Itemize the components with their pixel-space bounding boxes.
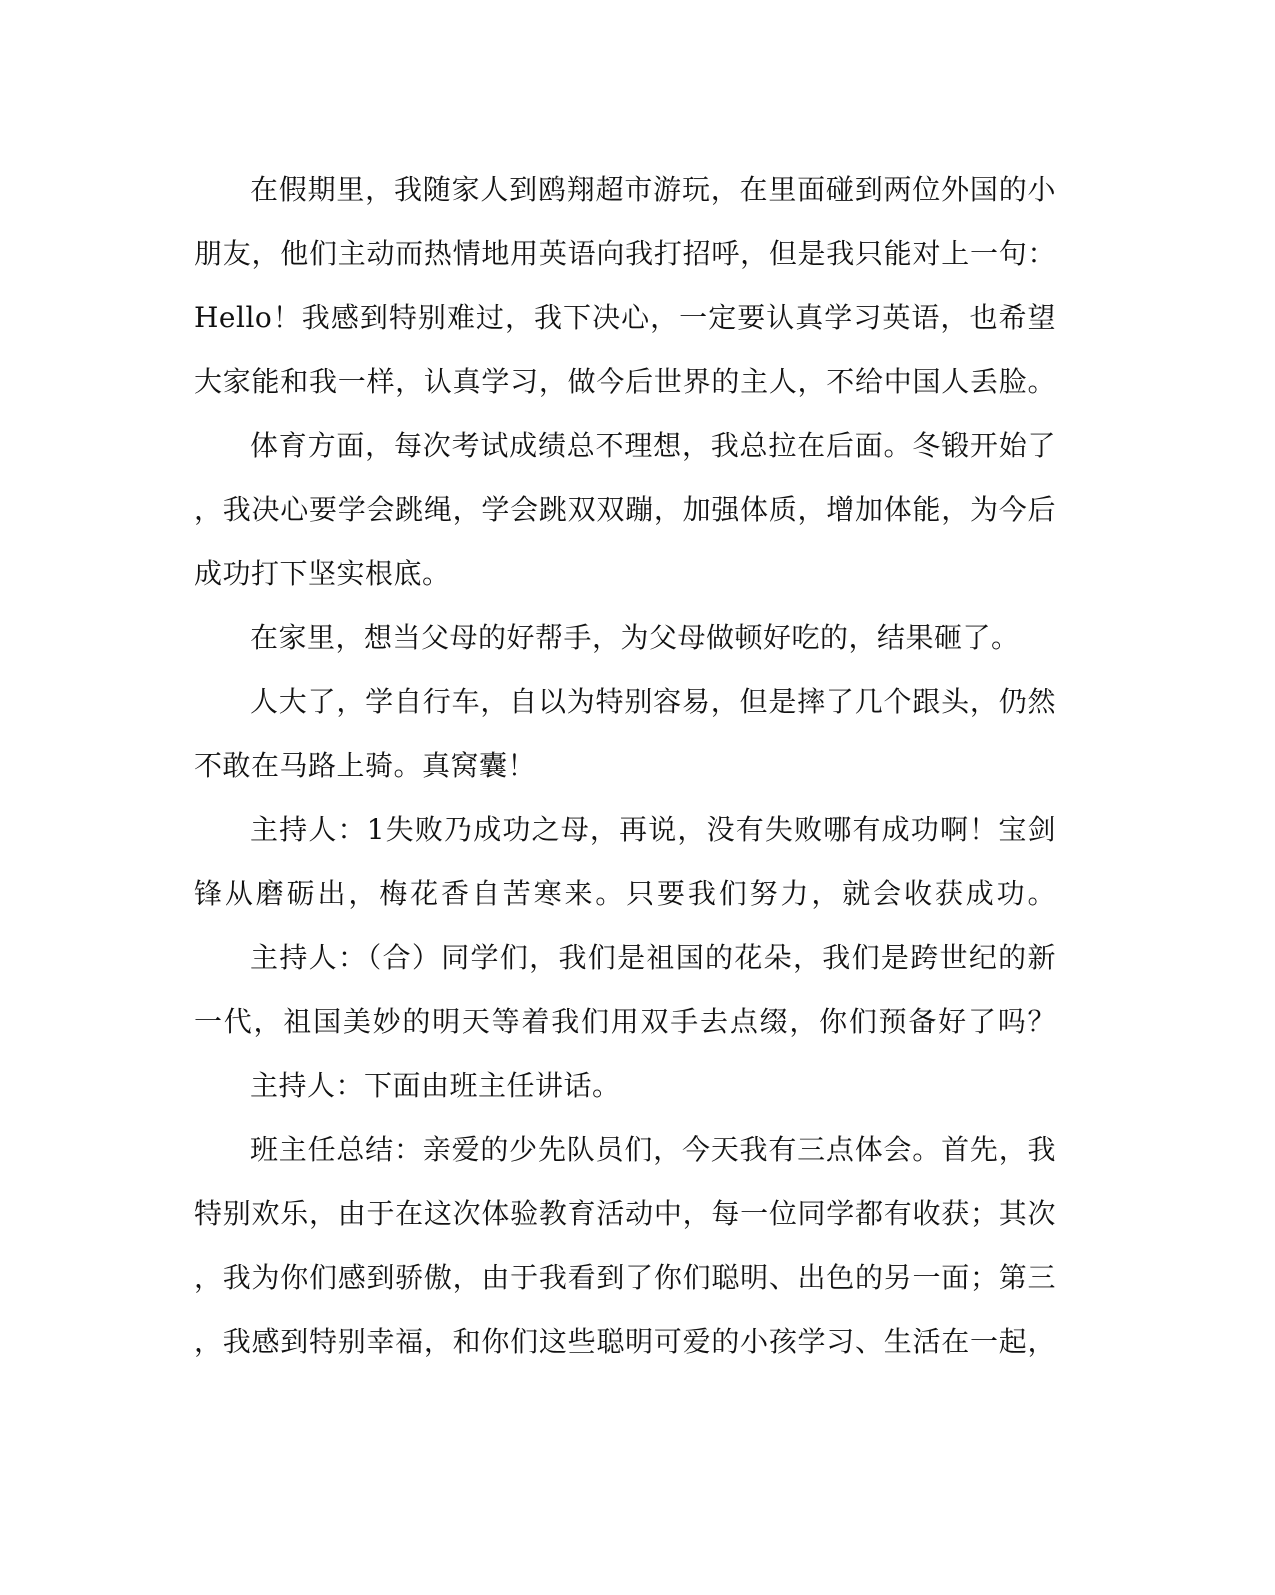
text-line: 锋从磨砺出，梅花香自苦寒来。只要我们努力，就会收获成功。 xyxy=(194,877,1056,910)
text-line: 在假期里，我随家人到鸥翔超市游玩，在里面碰到两位外国的小 xyxy=(250,173,1056,206)
text-line: ，我决心要学会跳绳，学会跳双双蹦，加强体质，增加体能，为今后 xyxy=(194,493,1056,526)
text-line: 不敢在马路上骑。真窝囊！ xyxy=(194,749,537,782)
text-line: 体育方面，每次考试成绩总不理想，我总拉在后面。冬锻开始了 xyxy=(250,429,1056,462)
text-line: 主持人：（合）同学们，我们是祖国的花朵，我们是跨世纪的新 xyxy=(250,941,1056,974)
text-line: ，我感到特别幸福，和你们这些聪明可爱的小孩学习、生活在一起， xyxy=(194,1325,1056,1358)
text-line: 主持人：下面由班主任讲话。 xyxy=(250,1069,621,1102)
text-line: Hello！我感到特别难过，我下决心，一定要认真学习英语，也希望 xyxy=(194,301,1056,334)
text-line: 在家里，想当父母的好帮手，为父母做顿好吃的，结果砸了。 xyxy=(250,621,1020,654)
text-line: 主持人：1失败乃成功之母，再说，没有失败哪有成功啊！宝剑 xyxy=(250,813,1056,846)
text-line: 大家能和我一样，认真学习，做今后世界的主人，不给中国人丢脸。 xyxy=(194,365,1056,398)
text-line: ，我为你们感到骄傲，由于我看到了你们聪明、出色的另一面；第三 xyxy=(194,1261,1056,1294)
text-line: 特别欢乐，由于在这次体验教育活动中，每一位同学都有收获；其次 xyxy=(194,1197,1056,1230)
text-line: 人大了，学自行车，自以为特别容易，但是摔了几个跟头，仍然 xyxy=(250,685,1056,718)
text-line: 朋友，他们主动而热情地用英语向我打招呼，但是我只能对上一句： xyxy=(194,237,1056,270)
text-line: 一代，祖国美妙的明天等着我们用双手去点缀，你们预备好了吗？ xyxy=(194,1005,1056,1038)
text-line: 班主任总结：亲爱的少先队员们，今天我有三点体会。首先，我 xyxy=(250,1133,1056,1166)
text-line: 成功打下坚实根底。 xyxy=(194,557,451,590)
